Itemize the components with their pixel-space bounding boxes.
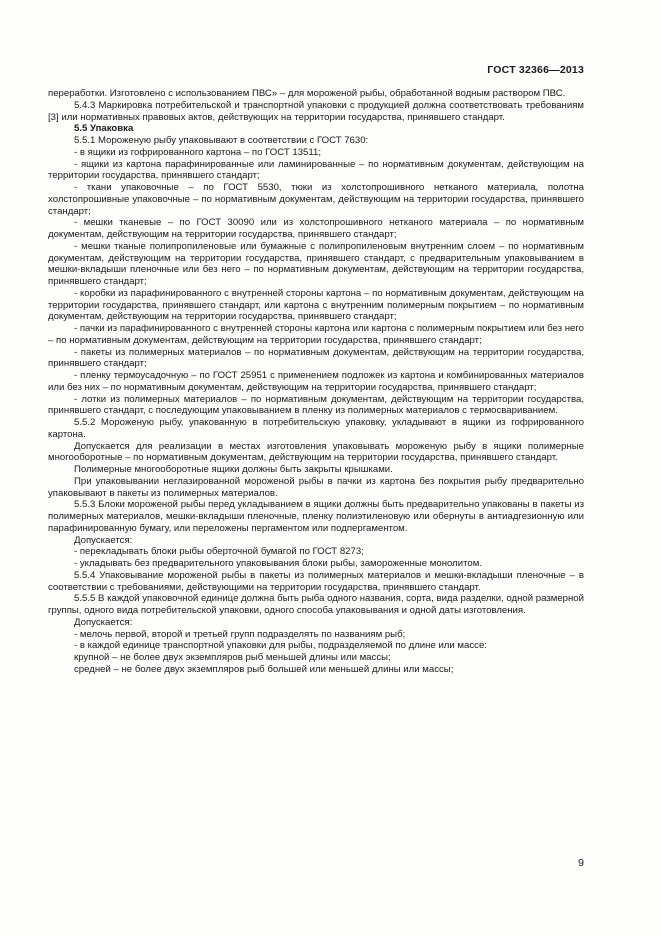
list-item: - перекладывать блоки рыбы оберточной бумагой по ГОСТ 8273; bbox=[74, 546, 364, 558]
section-heading: 5.5 Упаковка bbox=[74, 123, 134, 135]
list-item: - мелочь первой, второй и третьей групп подразделять по названиям рыб; bbox=[74, 628, 406, 640]
document-body bbox=[48, 88, 584, 676]
list-item: - в ящики из гофрированного картона – по ГОСТ 13511; bbox=[74, 146, 322, 158]
paragraph: Допускается для реализации в местах изготовления упаковывать мороженую рыбу в ящики полимерные многооборотные – по нормативным документам, действующим на территории государства, принявшего стандарт. bbox=[48, 440, 584, 464]
paragraph: переработки. Изготовлено с использованием ПВС» – для мороженой рыбы, обработанной водным раствором ПВС. bbox=[48, 88, 566, 99]
document-code-header: ГОСТ 32366—2013 bbox=[487, 64, 584, 76]
paragraph: 5.4.3 Маркировка потребительской и транспортной упаковки с продукцией должна соответствовать требованиям [3] или нормативных правовых актов, действующих на территории государства, принявшего стандарт. bbox=[48, 99, 584, 123]
list-item: - укладывать без предварительного упаковывания блоки рыбы, замороженные монолитом. bbox=[74, 558, 482, 569]
list-item: - мешки тканевые – по ГОСТ 30090 или из холстопрошивного нетканого материала – по нормативным документам, действующим на территории государства, принявшего стандарт; bbox=[48, 217, 584, 240]
list-item: - пачки из парафинированного с внутренней стороны картона или картона с полимерным покрытием или без него – по нормативным документам, действующим на территории государства, принявшего стандарт; bbox=[48, 323, 584, 346]
paragraph: При упаковывании неглазированной мороженой рыбы в пачки из картона без покрытия рыбу предварительно упаковывают в пакеты из полимерных материалов. bbox=[48, 475, 584, 499]
list-item: - пленку термоусадочную – по ГОСТ 25951 с применением подложек из картона и комбинированных материалов или без них – по нормативным документам, действующим на территории государства, принявшего стандарт; bbox=[48, 370, 584, 393]
list-item: - мешки тканые полипропиленовые или бумажные с полипропиленовым внутренним слоем – по нормативным документам, действующим на территории государства, принявшего стандарт, с предварительным упаковыванием в мешки-вкладыши пленочные или без него – по нормативным документам, действующим на территории государства, принявшего стандарт; bbox=[48, 240, 584, 287]
paragraph: 5.5.1 Мороженую рыбу упаковывают в соответствии с ГОСТ 7630: bbox=[74, 135, 369, 146]
paragraph: 5.5.5 В каждой упаковочной единице должна быть рыба одного названия, сорта, вида разделки, одной размерной группы, одного вида потребительской упаковки, одного способа упаковывания и одной даты изготовления. bbox=[48, 593, 584, 616]
paragraph: 5.5.3 Блоки мороженой рыбы перед укладыванием в ящики должны быть предварительно упакованы в пакеты из полимерных материалов, мешки-вкладыши пленочные, пленку полиэтиленовую или обернуты в антиадгезионную или парафинированную бумагу, или переложены пергаментом или подпергаментом. bbox=[48, 499, 584, 534]
paragraph: 5.5.4 Упаковывание мороженой рыбы в пакеты из полимерных материалов и мешки-вкладыши пленочные – в соответствии с требованиями, действующими на территории государства, принявшего стандарт. bbox=[48, 569, 584, 593]
list-item: - ткани упаковочные – по ГОСТ 5530, тюки из холстопрошивного нетканого материала, полотна холстопрошивные упаковочные – по нормативным документам, действующим на территории государства, принявшего стандарт; bbox=[48, 182, 584, 217]
list-item: - в каждой единице транспортной упаковки для рыбы, подразделяемой по длине или массе: bbox=[74, 640, 487, 652]
paragraph: Полимерные многооборотные ящики должны быть закрыты крышками. bbox=[74, 464, 393, 475]
list-item: - коробки из парафинированного с внутренней стороны картона – по нормативным документам, действующим на территории государства, принявшего стандарт, или картона с внутренним полимерным покрытием – по нормативным документам, действующим на территории государства, принявшего стандарт; bbox=[48, 287, 584, 323]
list-item: крупной – не более двух экземпляров рыб меньшей длины или массы; bbox=[74, 652, 391, 663]
list-item: - ящики из картона парафинированные или ламинированные – по нормативным документам, действующим на территории государства, принявшего стандарт; bbox=[48, 158, 584, 182]
list-item: - лотки из полимерных материалов – по нормативным документам, действующим на территории государства, принявшего стандарт, с последующим упаковыванием в пленку из полимерных материалов с термосвариванием. bbox=[48, 393, 584, 417]
list-item: - пакеты из полимерных материалов – по нормативным документам, действующим на территории государства, принявшего стандарт; bbox=[48, 346, 584, 370]
paragraph: 5.5.2 Мороженую рыбу, упакованную в потребительскую упаковку, укладывают в ящики из гофрированного картона. bbox=[48, 417, 584, 440]
list-item: средней – не более двух экземпляров рыб большей или меньшей длины или массы; bbox=[74, 663, 454, 675]
page-number: 9 bbox=[578, 857, 584, 869]
paragraph: Допускается: bbox=[74, 534, 133, 546]
paragraph: Допускается: bbox=[74, 616, 133, 628]
